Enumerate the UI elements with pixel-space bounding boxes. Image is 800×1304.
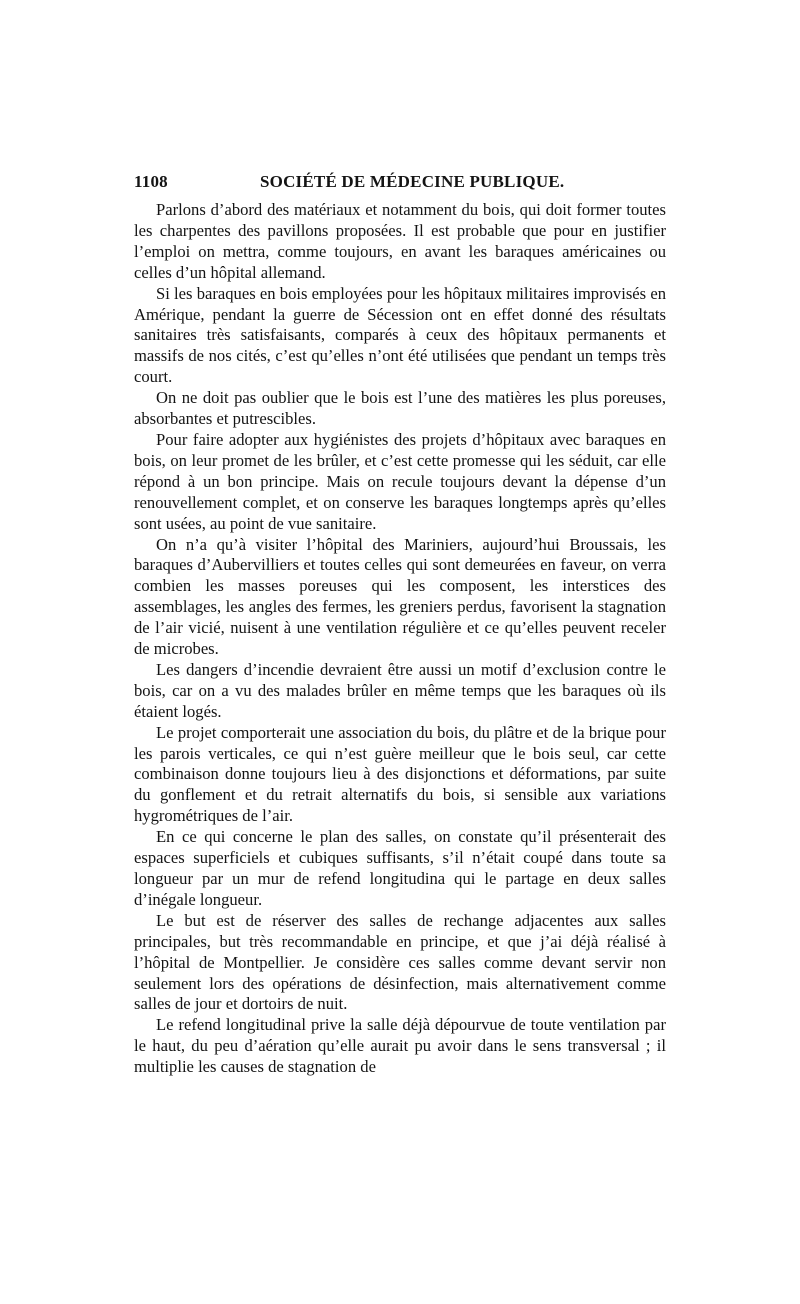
journal-title: SOCIÉTÉ DE MÉDECINE PUBLIQUE. (260, 172, 565, 191)
paragraph-plan-salles: En ce qui concerne le plan des salles, on constate qu’il présenterait des espaces superficiels et cubiques suffisants, s’il n’était coupé dans toute sa longueur par un mur de refend longitudina qui le partage en deux salles d’inégale longueur. (134, 827, 666, 909)
page-number: 1108 (134, 172, 168, 191)
running-head (134, 170, 666, 194)
body-text (134, 200, 666, 1078)
paragraph-materiaux: Parlons d’abord des matériaux et notamment du bois, qui doit former toutes les charpentes des pavillons proposées. Il est probable que pour en justifier l’emploi on mettra, comme toujours, en avant les baraques américaines ou celles d’un hôpital allemand. (134, 200, 666, 282)
paragraph-parois-verticales: Le projet comporterait une association du bois, du plâtre et de la brique pour les parois verticales, ce qui n’est guère meilleur que le bois seul, car cette combinaison donne toujours lieu à des disjonctions et déformations, par suite du gonflement et du retrait alternatifs du bois, si sensible aux variations hygrométriques de l’air. (134, 722, 666, 826)
paragraph-baraques-amerique: Si les baraques en bois employées pour les hôpitaux militaires improvisés en Amérique, pendant la guerre de Sécession ont en effet donné des résultats sanitaires très satisfaisants, comparés à ceux des hôpitaux permanents et massifs de nos cités, c’est qu’elles n’ont été utilisées que pendant un temps très court. (134, 283, 666, 387)
paragraph-hopital-mariniers: On n’a qu’à visiter l’hôpital des Mariniers, aujourd’hui Broussais, les baraques d’Aubervilliers et toutes celles qui sont demeurées en faveur, on verra combien les masses poreuses qui les composent, les interstices des assemblages, les angles des fermes, les greniers perdus, favorisent la stagnation de l’air vicié, nuisent à une ventilation régulière et ce qu’elles peuvent receler de microbes. (134, 534, 666, 659)
book-page (134, 170, 666, 1078)
paragraph-refend-longitudinal: Le refend longitudinal prive la salle déjà dépourvue de toute ventilation par le haut, du peu d’aération qu’elle aurait pu avoir dans le sens transversal ; il multiplie les causes de stagnation de (134, 1015, 666, 1077)
paragraph-salles-rechange: Le but est de réserver des salles de rechange adjacentes aux salles principales, but très recommandable en principe, et que j’ai déjà réalisé à l’hôpital de Montpellier. Je considère ces salles comme devant servir non seulement lors des opérations de désinfection, mais alternativement comme salles de jour et dortoirs de nuit. (134, 910, 666, 1014)
paragraph-bruler-baraques: Pour faire adopter aux hygiénistes des projets d’hôpitaux avec baraques en bois, on leur promet de les brûler, et c’est cette promesse qui les séduit, car elle répond à un bon principe. Mais on recule toujours devant la dépense d’un renouvellement complet, et on conserve les baraques longtemps après qu’elles sont usées, au point de vue sanitaire. (134, 429, 666, 533)
paragraph-bois-poreux: On ne doit pas oublier que le bois est l’une des matières les plus poreuses, absorbantes et putrescibles. (134, 388, 666, 429)
paragraph-dangers-incendie: Les dangers d’incendie devraient être aussi un motif d’exclusion contre le bois, car on a vu des malades brûler en même temps que les baraques où ils étaient logés. (134, 659, 666, 721)
